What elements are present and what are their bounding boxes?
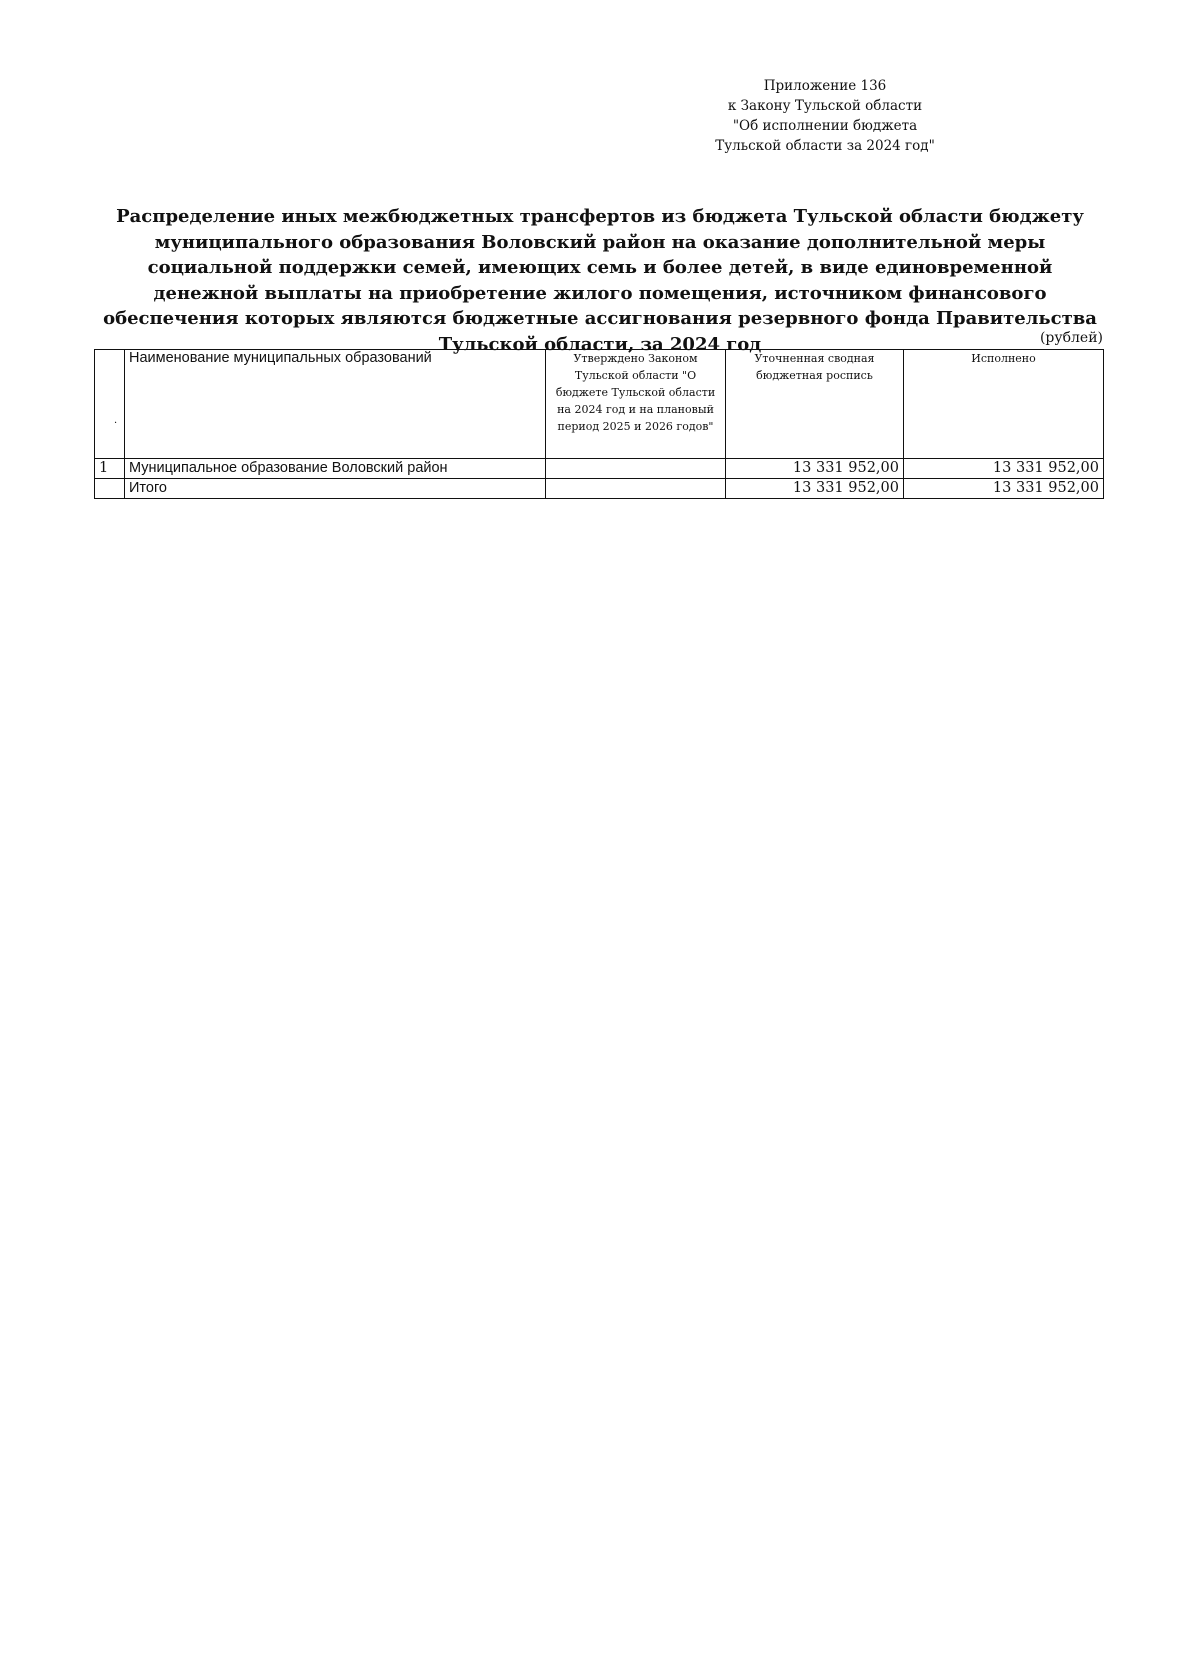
- row-executed: 13 331 952,00: [904, 479, 1104, 499]
- appendix-law-ref: к Закону Тульской области: [727, 98, 923, 114]
- table-header-row: [95, 350, 1104, 459]
- row-approved: [546, 479, 726, 499]
- row-number: 1: [95, 459, 125, 479]
- column-name-header: Наименование муниципальных образований: [125, 350, 546, 459]
- row-name: Муниципальное образование Воловский район: [125, 459, 546, 479]
- row-refined: 13 331 952,00: [726, 459, 904, 479]
- column-approved-header: Утверждено Законом Тульской области "О бюджете Тульской области на 2024 год и на плановый период 2025 и 2026 годов": [546, 350, 726, 459]
- row-refined: 13 331 952,00: [726, 479, 904, 499]
- document-title: Распределение иных межбюджетных трансфертов из бюджета Тульской области бюджету муниципального образования Воловский район на оказание дополнительной меры социальной поддержки семей, имеющих семь и более детей, в виде единовременной денежной выплаты на приобретение жилого помещения, источником финансового обеспечения которых являются бюджетные ассигнования резервного фонда Правительства Тульской области, за 2024 год: [103, 206, 1097, 355]
- row-name: Итого: [125, 479, 546, 499]
- table-total-row: [95, 479, 1104, 499]
- appendix-number: Приложение 136: [763, 78, 887, 94]
- table-row: [95, 459, 1104, 479]
- unit-label: (рублей): [1039, 330, 1103, 346]
- row-approved: [546, 459, 726, 479]
- appendix-law-title-2: Тульской области за 2024 год": [715, 138, 935, 154]
- column-refined-header: Уточненная сводная бюджетная роспись: [726, 350, 904, 459]
- row-number: [95, 479, 125, 499]
- row-executed: 13 331 952,00: [904, 459, 1104, 479]
- number-header-mark: ·: [114, 418, 118, 429]
- column-executed-header: Исполнено: [904, 350, 1104, 459]
- appendix-law-title-1: "Об исполнении бюджета: [732, 118, 918, 134]
- transfers-table: [94, 349, 1104, 499]
- appendix-header: [660, 76, 990, 156]
- column-number-header: [95, 350, 125, 459]
